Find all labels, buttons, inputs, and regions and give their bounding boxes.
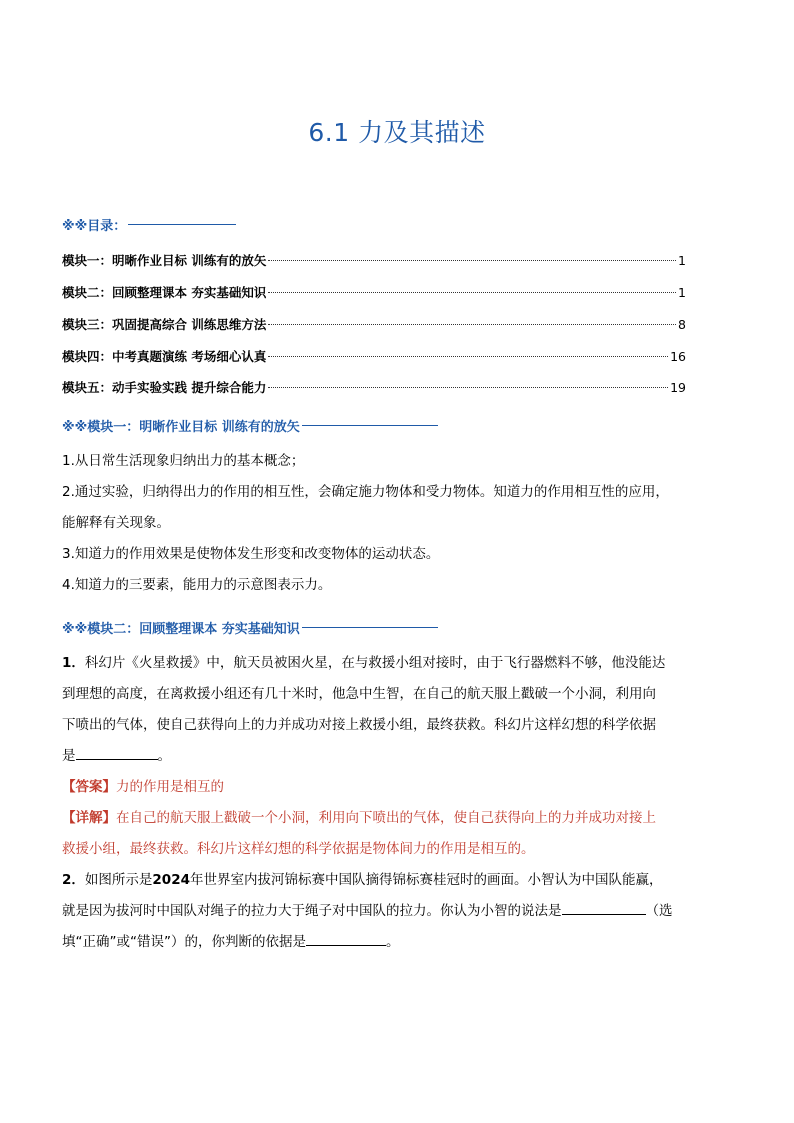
toc-item-label: 模块一：明晰作业目标 训练有的放矢 <box>62 253 267 268</box>
toc-leader-dots <box>268 356 668 357</box>
page-title: 6.1 力及其描述 <box>308 118 486 147</box>
question-1 <box>62 648 734 865</box>
detail-line <box>62 803 734 834</box>
question-text: （选 <box>645 903 673 919</box>
toc-leader-dots <box>268 292 676 293</box>
objective-line: 4.知道力的三要素，能用力的示意图表示力。 <box>62 577 332 593</box>
answer-blank[interactable] <box>76 745 158 760</box>
question-line <box>62 741 734 772</box>
question-text: 。 <box>385 934 400 950</box>
question-text: 年世界室内拔河锦标赛中国队摘得锦标赛桂冠时的画面。小智认为中国队能赢， <box>189 872 663 888</box>
question-2 <box>62 865 734 958</box>
toc-item-1[interactable] <box>62 251 686 269</box>
toc-heading-rule <box>128 224 236 225</box>
toc-item-label: 模块四：中考真题演练 考场细心认真 <box>62 349 267 364</box>
question-text: 如图所示是 <box>84 872 153 888</box>
objective-line: 1.从日常生活现象归纳出力的基本概念； <box>62 453 305 469</box>
module2-heading-rule <box>302 627 438 628</box>
module1-heading-text: ※※模块一：明晰作业目标 训练有的放矢 <box>62 420 300 435</box>
answer-text: 力的作用是相互的 <box>116 779 224 795</box>
toc-item-page: 1 <box>678 285 686 300</box>
toc-leader-dots <box>268 260 676 261</box>
toc-item-2[interactable] <box>62 283 686 301</box>
toc-item-5[interactable] <box>62 378 686 396</box>
module1-heading-rule <box>302 425 438 426</box>
question-line: 下喷出的气体，使自己获得向上的力并成功对接上救援小组，最终获救。科幻片这样幻想的科学依据 <box>62 717 656 733</box>
module2-heading <box>62 618 438 637</box>
question-text: 是 <box>62 748 76 764</box>
question-line <box>62 927 734 958</box>
toc-item-page: 8 <box>678 317 686 332</box>
question-text: 科幻片《火星救援》中，航天员被困火星，在与救援小组对接时，由于飞行器燃料不够，他没能达 <box>84 655 666 671</box>
toc-leader-dots <box>268 387 668 388</box>
question-number: 1． <box>62 655 85 671</box>
toc-item-page: 19 <box>670 380 686 395</box>
toc-item-page: 16 <box>670 349 686 364</box>
toc-leader-dots <box>268 324 676 325</box>
question-line <box>62 896 734 927</box>
toc-heading <box>62 215 236 234</box>
question-line <box>62 865 734 896</box>
module1-heading <box>62 416 438 435</box>
question-year: 2024 <box>152 872 190 888</box>
detail-line: 救援小组，最终获救。科幻片这样幻想的科学依据是物体间力的作用是相互的。 <box>62 841 535 857</box>
objective-line: 3.知道力的作用效果是使物体发生形变和改变物体的运动状态。 <box>62 546 440 562</box>
objective-line: 能解释有关现象。 <box>62 515 170 531</box>
question-number: 2． <box>62 872 85 888</box>
detail-tag: 【详解】 <box>62 810 116 826</box>
answer-tag: 【答案】 <box>62 779 116 795</box>
objective-line: 2.通过实验，归纳得出力的作用的相互性，会确定施力物体和受力物体。知道力的作用相互性的应用， <box>62 484 669 500</box>
answer-blank[interactable] <box>306 931 386 946</box>
question-line <box>62 648 734 679</box>
toc-item-label: 模块五：动手实验实践 提升综合能力 <box>62 380 267 395</box>
question-text: 填“正确”或“错误”）的，你判断的依据是 <box>62 934 306 950</box>
question-text: 。 <box>157 748 171 764</box>
module2-heading-text: ※※模块二：回顾整理课本 夯实基础知识 <box>62 622 300 637</box>
module1-objectives <box>62 446 734 601</box>
toc-item-3[interactable] <box>62 315 686 333</box>
detail-text: 在自己的航天服上戳破一个小洞，利用向下喷出的气体，使自己获得向上的力并成功对接上 <box>116 810 656 826</box>
toc-item-label: 模块三：巩固提高综合 训练思维方法 <box>62 317 267 332</box>
answer-line <box>62 772 734 803</box>
toc-item-label: 模块二：回顾整理课本 夯实基础知识 <box>62 285 267 300</box>
toc-item-4[interactable] <box>62 347 686 365</box>
answer-blank[interactable] <box>562 900 646 915</box>
toc-item-page: 1 <box>678 253 686 268</box>
question-text: 就是因为拔河时中国队对绳子的拉力大于绳子对中国队的拉力。你认为小智的说法是 <box>62 903 562 919</box>
question-line: 到理想的高度，在离救援小组还有几十米时，他急中生智，在自己的航天服上戳破一个小洞，利用向 <box>62 686 656 702</box>
toc-heading-text: ※※目录： <box>62 219 127 234</box>
